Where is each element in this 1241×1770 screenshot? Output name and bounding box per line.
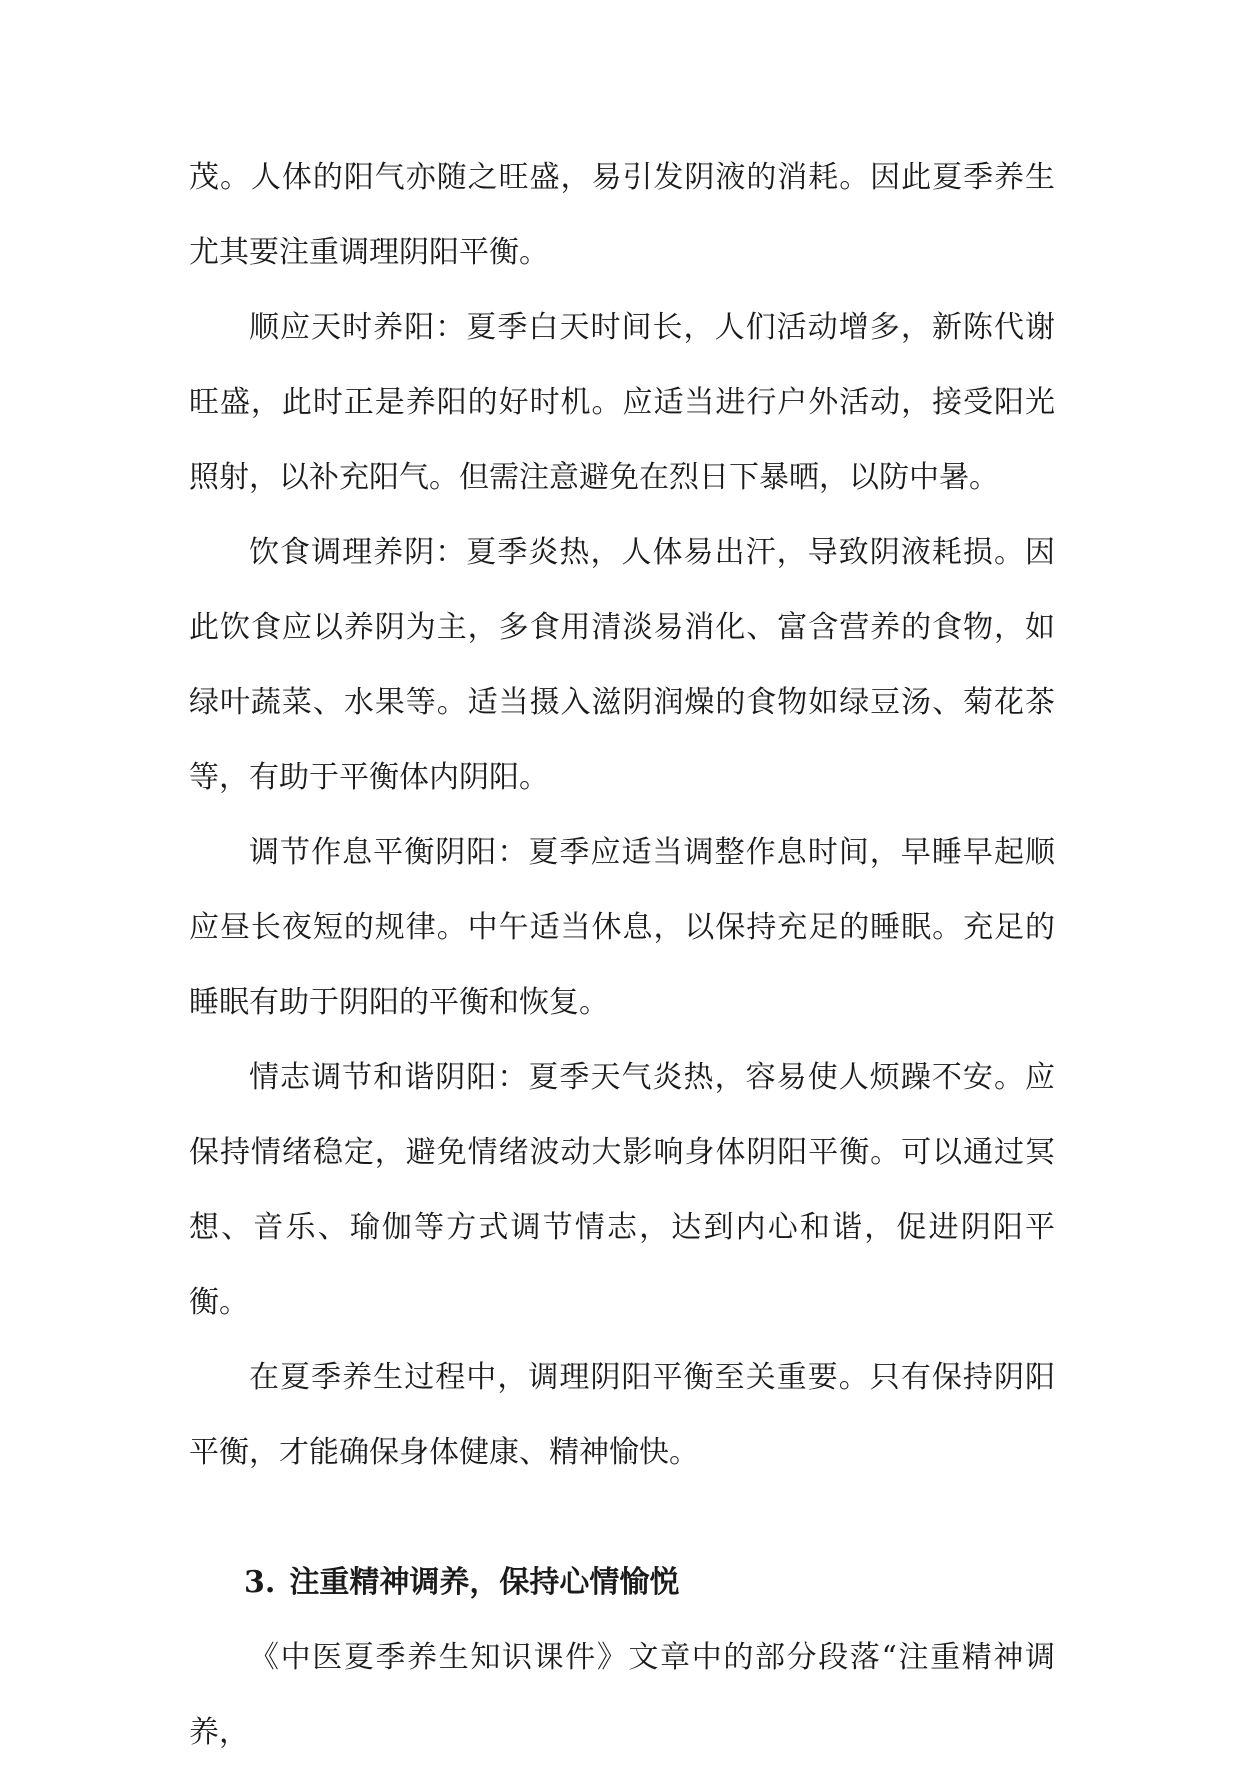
paragraph-diet-yin-nourishing: 饮食调理养阴：夏季炎热，人体易出汗，导致阴液耗损。因此饮食应以养阴为主，多食用清淡易消化、富含营养的食物，如绿叶蔬菜、水果等。适当摄入滋阴润燥的食物如绿豆汤、菊花茶等，有助于平衡体内阴阳。 xyxy=(189,535,1055,795)
paragraph-article-excerpt: 《中医夏季养生知识课件》文章中的部分段落“注重精神调养， xyxy=(189,1640,1055,1750)
section-number: 3. xyxy=(244,1565,276,1600)
paragraph-yang-nourishing: 顺应天时养阳：夏季白天时间长，人们活动增多，新陈代谢旺盛，此时正是养阳的好时机。应适当进行户外活动，接受阳光照射，以补充阳气。但需注意避免在烈日下暴晒，以防中暑。 xyxy=(189,310,1055,495)
paragraph-continuation: 茂。人体的阳气亦随之旺盛，易引发阴液的消耗。因此夏季养生尤其要注重调理阴阳平衡。 xyxy=(189,160,1055,270)
section-heading xyxy=(189,1545,1055,1620)
paragraph-summary: 在夏季养生过程中，调理阴阳平衡至关重要。只有保持阴阳平衡，才能确保身体健康、精神愉快。 xyxy=(189,1360,1055,1470)
paragraph-emotion-regulation: 情志调节和谐阴阳：夏季天气炎热，容易使人烦躁不安。应保持情绪稳定，避免情绪波动大影响身体阴阳平衡。可以通过冥想、音乐、瑜伽等方式调节情志，达到内心和谐，促进阴阳平衡。 xyxy=(189,1060,1055,1320)
document-page xyxy=(189,140,1055,1770)
paragraph-rest-schedule: 调节作息平衡阴阳：夏季应适当调整作息时间，早睡早起顺应昼长夜短的规律。中午适当休息，以保持充足的睡眠。充足的睡眠有助于阴阳的平衡和恢复。 xyxy=(189,835,1055,1020)
section-title: 注重精神调养，保持心情愉悦 xyxy=(289,1565,680,1600)
